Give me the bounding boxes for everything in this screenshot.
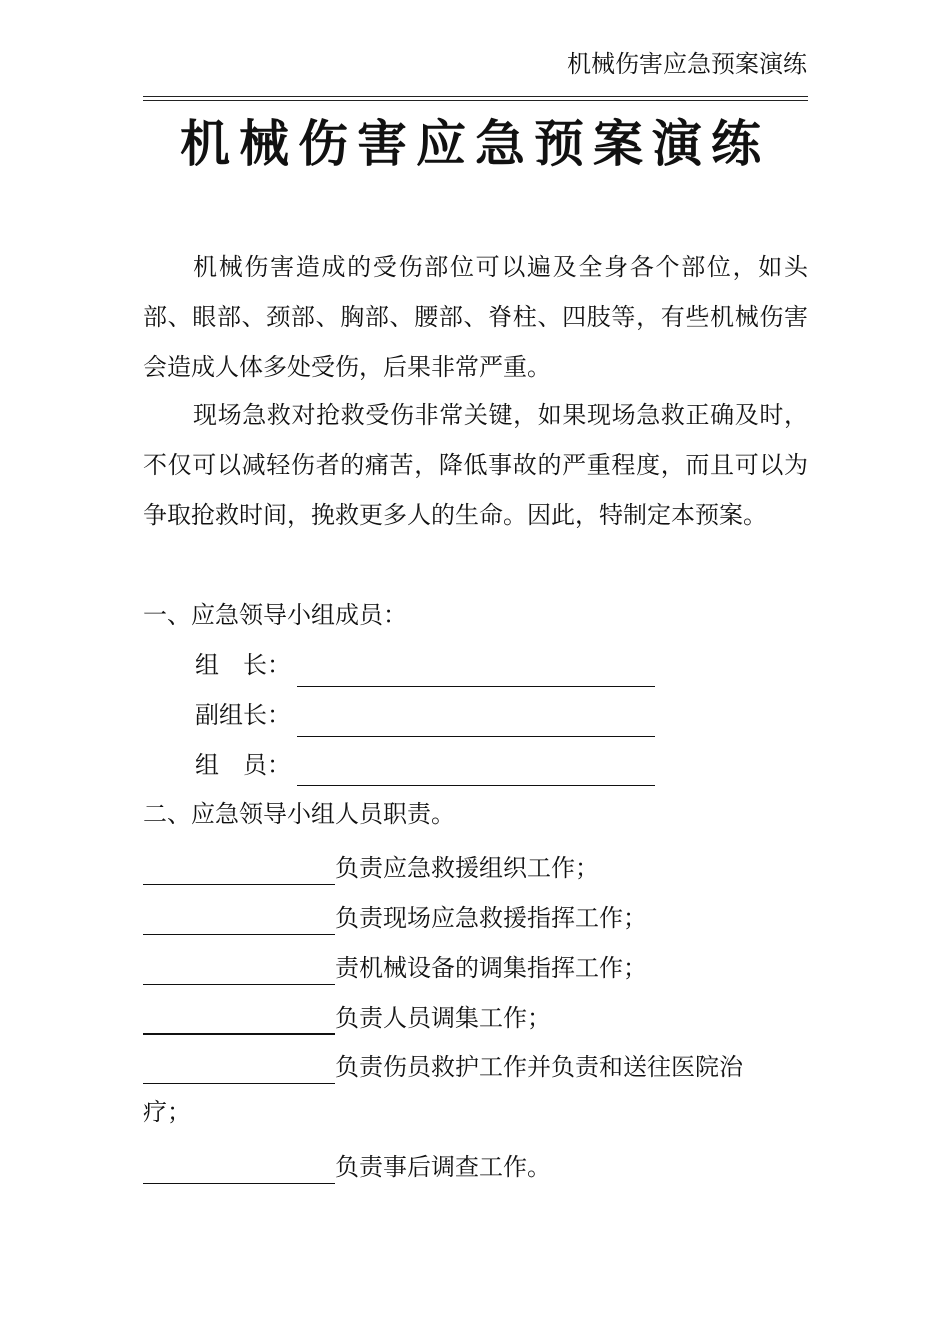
duty-text-2: 负责现场应急救援指挥工作； <box>335 904 647 932</box>
section1-heading: 一、应急领导小组成员： <box>143 601 407 629</box>
header-double-rule <box>143 96 808 101</box>
duty-text-6: 负责事后调查工作。 <box>335 1153 551 1181</box>
duty-text-5-continuation: 疗； <box>143 1098 191 1126</box>
field-label-deputy-leader: 副组长： <box>195 701 291 729</box>
paragraph-intro: 机械伤害造成的受伤部位可以遍及全身各个部位，如头部、眼部、颈部、胸部、腰部、脊柱、四肢等，有些机械伤害会造成人体多处受伤，后果非常严重。 <box>143 253 808 381</box>
running-header: 机械伤害应急预案演练 <box>567 50 807 78</box>
field-blank-members <box>297 785 655 786</box>
field-label-leader: 组 长： <box>195 651 291 679</box>
duty-text-5: 负责伤员救护工作并负责和送往医院治 <box>335 1053 743 1081</box>
field-blank-leader <box>297 686 655 687</box>
duty-blank-4 <box>143 1033 335 1035</box>
section2-heading: 二、应急领导小组人员职责。 <box>143 800 455 828</box>
duty-blank-5 <box>143 1083 335 1084</box>
duty-text-4: 负责人员调集工作； <box>335 1004 551 1032</box>
duty-blank-3 <box>143 984 335 985</box>
duty-blank-6 <box>143 1183 335 1184</box>
document-title: 机械伤害应急预案演练 <box>180 114 770 173</box>
duty-text-1: 负责应急救援组织工作； <box>335 854 599 882</box>
paragraph-purpose: 现场急救对抢救受伤非常关键，如果现场急救正确及时，不仅可以减轻伤者的痛苦，降低事故的严重程度，而且可以为争取抢救时间，挽救更多人的生命。因此，特制定本预案。 <box>143 401 808 529</box>
duty-text-3: 责机械设备的调集指挥工作； <box>335 954 647 982</box>
duty-blank-2 <box>143 934 335 935</box>
duty-blank-1 <box>143 884 335 885</box>
field-blank-deputy-leader <box>297 736 655 737</box>
field-label-members: 组 员： <box>195 751 291 779</box>
